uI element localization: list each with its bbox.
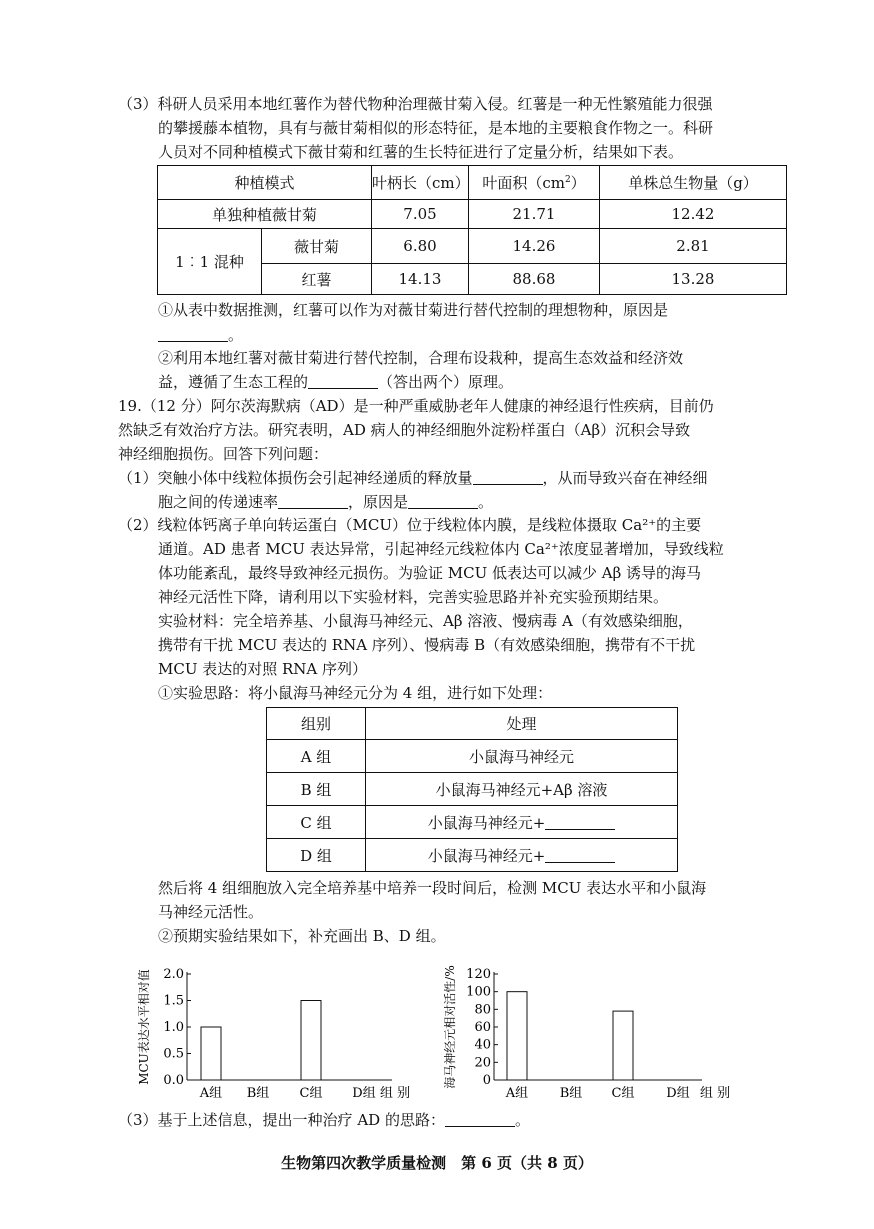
mcu-expression-chart <box>130 958 420 1108</box>
y-axis-label: MCU表达水平相对值 <box>137 969 151 1085</box>
q19-after-line-2: 马神经元活性。 <box>158 903 264 921</box>
table-cell: 21.71 <box>469 200 600 229</box>
table-cell: 单独种植薇甘菊 <box>158 200 372 229</box>
x-tick-label: D组 <box>352 1086 376 1101</box>
q19-2-line-8: ①实验思路：将小鼠海马神经元分为 4 组，进行如下处理： <box>158 684 553 702</box>
y-axis-label: 海马神经元相对活性/% <box>443 965 457 1089</box>
table-cell: 2.81 <box>600 229 787 264</box>
y-tick-label: 0.0 <box>163 1073 184 1088</box>
answer-blank[interactable] <box>308 374 378 389</box>
table-cell: 1︰1 混种 <box>158 229 262 295</box>
table-header: 单株总生物量（g） <box>600 166 787 200</box>
page-footer: 生物第四次教学质量检测 第 6 页（共 8 页） <box>281 1154 593 1172</box>
q18-3-sub1-line-2: 。 <box>158 325 243 345</box>
q19-2-line-3: 体功能紊乱，最终导致神经元损伤。为验证 MCU 低表达可以减少 Aβ 诱导的海马 <box>158 564 702 582</box>
q19-intro-line-1: 19.（12 分）阿尔茨海默病（AD）是一种严重威胁老年人健康的神经退行性疾病，目前仍 <box>118 397 714 415</box>
x-tick-label: B组 <box>559 1086 583 1101</box>
table-cell: 小鼠海马神经元+ <box>366 806 678 839</box>
y-tick-label: 80 <box>474 1002 491 1018</box>
q19-after-line-3: ②预期实验结果如下，补充画出 B、D 组。 <box>158 927 446 945</box>
q19-1-line-2: 胞之间的传递速率 ，原因是 。 <box>158 493 494 511</box>
q19-intro-line-3: 神经细胞损伤。回答下列问题： <box>118 445 329 463</box>
bar-A组 <box>507 992 527 1080</box>
table-cell: 12.42 <box>600 200 787 229</box>
q18-3-sub1-line-1: ①从表中数据推测，红薯可以作为对薇甘菊进行替代控制的理想物种，原因是 <box>158 301 669 319</box>
table-cell: 88.68 <box>469 264 600 295</box>
q19-2-line-4: 神经元活性下降，请利用以下实验材料，完善实验思路并补充实验预期结果。 <box>158 588 669 606</box>
q18-3-line-2: 的攀援藤本植物，具有与薇甘菊相似的形态特征，是本地的主要粮食作物之一。科研 <box>158 119 714 137</box>
table-header: 种植模式 <box>158 166 372 200</box>
table-cell: 13.28 <box>600 264 787 295</box>
table-cell: 红薯 <box>262 264 372 295</box>
table-header: 叶面积$(cm^2)$ <box>469 166 600 200</box>
answer-blank[interactable] <box>473 470 543 485</box>
table-header: 叶柄长（cm） <box>372 166 469 200</box>
q19-2-line-7: MCU 表达的对照 RNA 序列） <box>158 660 368 678</box>
answer-blank[interactable] <box>545 848 615 863</box>
answer-blank[interactable] <box>445 1112 515 1127</box>
x-axis-label: 组 别 <box>700 1086 731 1101</box>
x-tick-label: C组 <box>611 1086 635 1101</box>
q18-3-line-3: 人员对不同种植模式下薇甘菊和红薯的生长特征进行了定量分析，结果如下表。 <box>158 143 684 161</box>
q19-1-line-1: （1）突触小体中线粒体损伤会引起神经递质的释放量 ，从而导致兴奋在神经细 <box>118 469 708 487</box>
x-tick-label: A组 <box>505 1086 529 1101</box>
q19-2-line-1: （2）线粒体钙离子单向转运蛋白（MCU）位于线粒体内膜，是线粒体摄取 Ca²⁺的主要 <box>118 516 702 534</box>
bar-A组 <box>201 1027 221 1080</box>
table-cell: 薇甘菊 <box>262 229 372 264</box>
x-tick-label: A组 <box>199 1086 223 1101</box>
x-axis-label: 组 别 <box>380 1086 411 1101</box>
table-cell: D 组 <box>267 839 366 872</box>
table-cell: 6.80 <box>372 229 469 264</box>
y-tick-label: 120 <box>466 967 491 982</box>
y-tick-label: 60 <box>474 1020 491 1035</box>
y-tick-label: 2.0 <box>163 967 184 982</box>
y-tick-label: 20 <box>474 1055 491 1071</box>
growth-table <box>157 165 787 295</box>
q19-intro-line-2: 然缺乏有效治疗方法。研究表明，AD 病人的神经细胞外淀粉样蛋白（Aβ）沉积会导致 <box>118 421 691 439</box>
table-cell: 小鼠海马神经元 <box>366 740 678 773</box>
table-cell: 小鼠海马神经元+Aβ 溶液 <box>366 773 678 806</box>
answer-blank[interactable] <box>158 327 228 342</box>
y-tick-label: 1.0 <box>163 1020 184 1035</box>
answer-blank[interactable] <box>408 494 478 509</box>
q19-3-line: （3）基于上述信息，提出一种治疗 AD 的思路： 。 <box>118 1111 530 1129</box>
q18-3-line-1: （3）科研人员采用本地红薯作为替代物种治理薇甘菊入侵。红薯是一种无性繁殖能力很强 <box>118 95 713 113</box>
group-table <box>266 707 678 872</box>
q19-2-line-5: 实验材料：完全培养基、小鼠海马神经元、Aβ 溶液、慢病毒 A（有效感染细胞， <box>158 612 693 630</box>
y-tick-label: 100 <box>466 984 491 1000</box>
table-header: 处理 <box>366 708 678 740</box>
q19-after-line-1: 然后将 4 组细胞放入完全培养基中培养一段时间后，检测 MCU 表达水平和小鼠海 <box>158 879 707 897</box>
bar-C组 <box>613 1011 633 1080</box>
x-tick-label: C组 <box>299 1086 323 1101</box>
y-tick-label: 1.5 <box>163 993 184 1009</box>
x-tick-label: D组 <box>666 1086 690 1101</box>
x-tick-label: B组 <box>246 1086 270 1101</box>
y-tick-label: 0.5 <box>163 1046 184 1062</box>
bar-C组 <box>301 1001 321 1081</box>
table-cell: 7.05 <box>372 200 469 229</box>
q18-3-sub2-line-1: ②利用本地红薯对薇甘菊进行替代控制，合理布设栽种，提高生态效益和经济效 <box>158 349 684 367</box>
q19-2-line-6: 携带有干扰 MCU 表达的 RNA 序列）、慢病毒 B（有效感染细胞，携带有不干扰 <box>158 636 696 654</box>
table-cell: 小鼠海马神经元+ <box>366 839 678 872</box>
table-cell: B 组 <box>267 773 366 806</box>
table-cell: 14.13 <box>372 264 469 295</box>
table-cell: 14.26 <box>469 229 600 264</box>
y-tick-label: 40 <box>474 1037 491 1053</box>
table-cell: C 组 <box>267 806 366 839</box>
y-tick-label: 0 <box>482 1073 491 1088</box>
q19-2-line-2: 通道。AD 患者 MCU 表达异常，引起神经元线粒体内 Ca²⁺浓度显著增加，导致线粒 <box>158 540 724 558</box>
neuron-activity-chart <box>440 958 740 1108</box>
answer-blank[interactable] <box>278 494 348 509</box>
answer-blank[interactable] <box>545 815 615 830</box>
table-header: 组别 <box>267 708 366 740</box>
table-cell: A 组 <box>267 740 366 773</box>
q18-3-sub2-line-2: 益，遵循了生态工程的 （答出两个）原理。 <box>158 373 514 391</box>
